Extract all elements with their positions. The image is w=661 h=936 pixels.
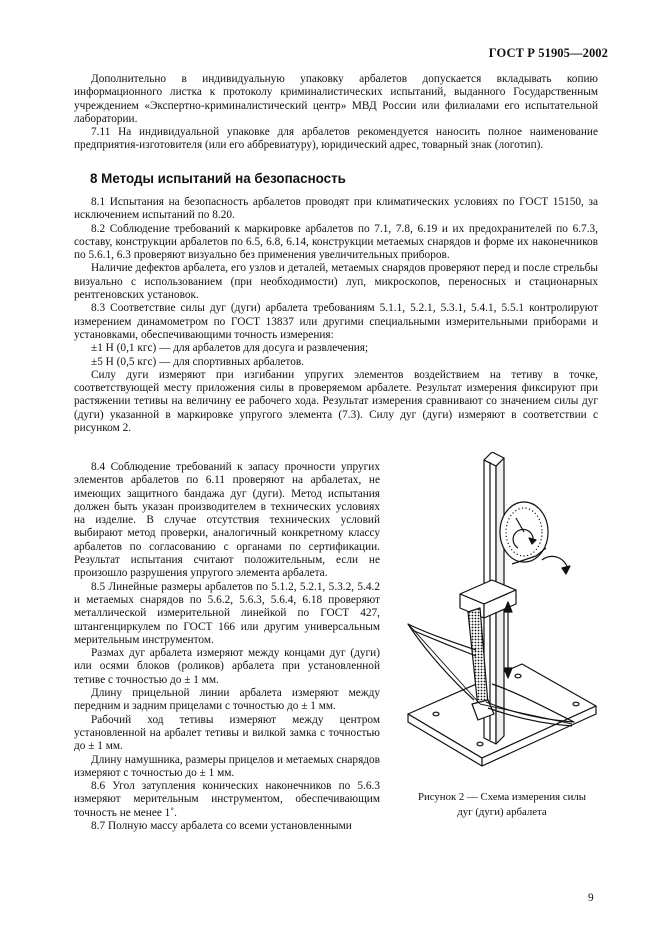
page-number: 9 [588,892,594,904]
paragraph: Длину прицельной линии арбалета измеряют между передним и задним прицелами с точностью до ± 1 мм. [74,687,380,713]
section-body-column [74,461,380,833]
paragraph: Длину намушника, размеры прицелов и метаемых снарядов измеряют с точностью до ± 1 мм. [74,753,380,779]
paragraph: 8.2 Соблюдение требований к маркировке арбалетов по 7.1, 7.8, 6.19 и их предохранителей по 6.7.3, составу, конструкции арбалетов по 6.5, 6.8, 6.14, конструкции метаемых снарядов и форме их наконечников по 5.6.1, 6.3 проверяют визуально без применения увеличительных приборов. [74,222,598,262]
paragraph: 7.11 На индивидуальной упаковке для арбалетов рекомендуется наносить полное наименование предприятия-изготовителя (или его аббревиатуру), юридический адрес, товарный знак (логотип). [74,126,598,152]
paragraph: 8.5 Линейные размеры арбалетов по 5.1.2, 5.2.1, 5.3.2, 5.4.2 и метаемых снарядов по 5.6.2, 5.6.3, 5.6.4, 6.18 проверяют металлической измерительной линейкой по ГОСТ 427, штангенциркулем по ГОСТ 166 или другим универсальным мерительным инструментом. [74,580,380,646]
paragraph: Наличие дефектов арбалета, его узлов и деталей, метаемых снарядов проверяют перед и после стрельбы визуально с использованием (при необходимости) луп, микроскопов, переносных и стационарных рентгеновских установок. [74,262,598,302]
tolerance-item: ±5 Н (0,5 кгс) — для спортивных арбалетов. [91,355,305,368]
section-title: 8 Методы испытаний на безопасность [90,171,346,186]
figure-caption [396,790,608,820]
paragraph: Рабочий ход тетивы измеряют между центром установленной на арбалет тетивы и вилкой замка с точностью до ± 1 мм. [74,713,380,753]
measurement-scheme-figure [396,452,608,770]
paragraph: Дополнительно в индивидуальную упаковку арбалетов допускается вкладывать копию информационного листка к протоколу криминалистических испытаний, выданного Государственным учреждением «Экспертно-криминалистический центр» МВД России или филиалами его испытательной лаборатории. [74,73,598,125]
bow-string [410,626,480,704]
paragraph: 8.6 Угол затупления конических наконечников по 5.6.3 измеряют мерительным инструментом, обеспечивающим точность не менее 1˚. [74,780,380,819]
document-header: ГОСТ Р 51905—2002 [488,46,608,60]
section-body-full [74,196,598,435]
caption-line: дуг (дуги) арбалета [457,806,547,818]
paragraph: Силу дуги измеряют при изгибании упругих элементов воздействием на тетиву в точке, соответствующей месту приложения силы в проверяемом арбалете. Результат измерения фиксируют при растяжении тетивы на величину ее рабочего хода. Результат измерения сравнивают со значением силы дуг (дуги) указанной в маркировке упругого элемента (7.3). Силу дуг (дуги) измеряют в соответствии с рисунком 2. [74,368,598,435]
paragraph: 8.4 Соблюдение требований к запасу прочности упругих элементов арбалетов по 6.11 проверяют на арбалетах, не имеющих защитного бандажа дуг (дуги). Метод испытания должен быть указан производителем в технических условиях на изделие. В случае отсутствия технических условий выбирают метод проверки, аналогичный конкретному классу арбалетов по согласованию с органами по сертификации. Результат испытания считают положительным, если не произошло разрушения упругого элемента арбалета. [74,461,380,580]
caption-line: Рисунок 2 — Схема измерения силы [417,791,587,803]
paragraph: 8.3 Соответствие силы дуг (дуги) арбалета требованиям 5.1.1, 5.2.1, 5.3.1, 5.4.1, 5.5.1 контролируют измерением динамометром по ГОСТ 13837 или другими специальными измерительными приборами и установками, обеспечивающими точность измерения: [74,302,598,341]
paragraph: 8.1 Испытания на безопасность арбалетов проводят при климатических условиях по ГОСТ 15150, за исключением испытаний по 8.20. [74,196,598,222]
paragraph: Размах дуг арбалета измеряют между концами дуг (дуги) или осями блоков (роликов) арбалета при установленной тетиве с точностью до ± 1 мм. [74,647,380,686]
intro-block [74,73,598,153]
paragraph: 8.7 Полную массу арбалета со всеми установленными [91,820,352,833]
tolerance-item: ±1 Н (0,1 кгс) — для арбалетов для досуга и развлечения; [91,342,369,355]
